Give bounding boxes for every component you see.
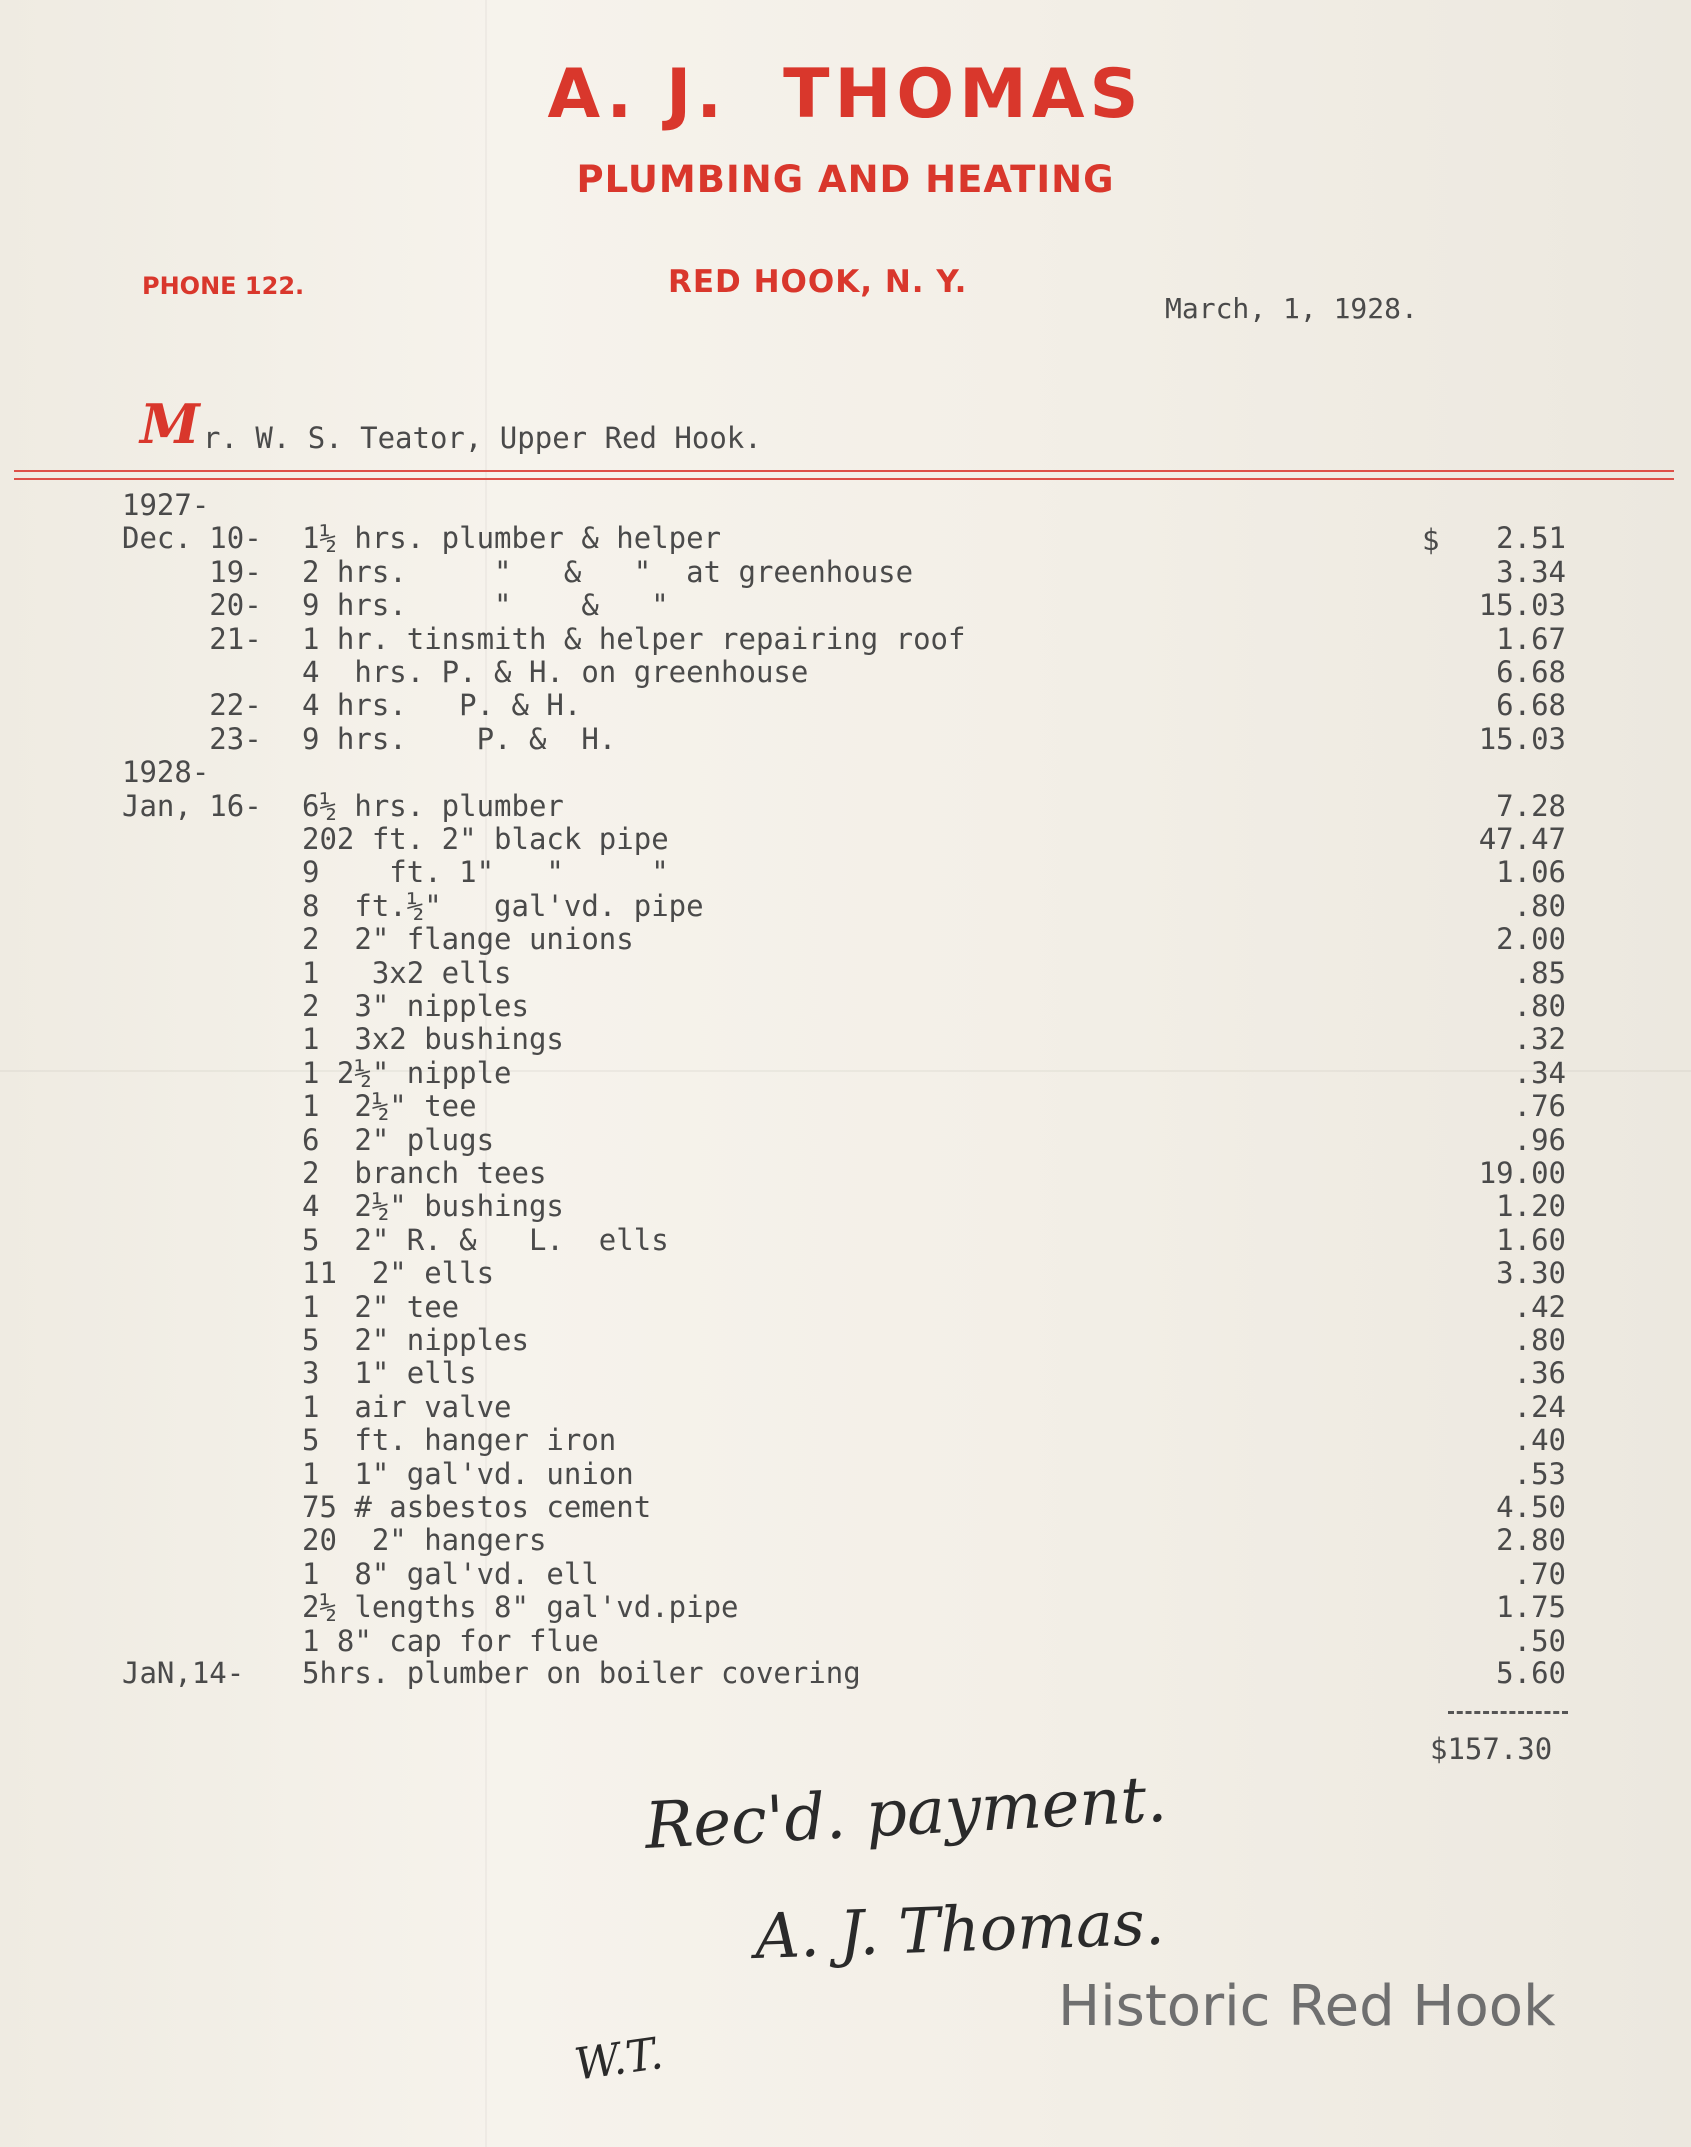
line-item: 1 2" tee	[302, 1289, 460, 1324]
payment-note: Rec'd. payment.	[643, 1762, 1169, 1864]
line-date: Dec. 10-	[122, 521, 262, 556]
line-item: 11 2" ells	[302, 1256, 495, 1291]
line-amount: .42	[1513, 1289, 1566, 1324]
company-tagline: PLUMBING AND HEATING	[576, 158, 1115, 201]
line-item: 2 branch tees	[302, 1156, 547, 1190]
line-item: 6 2" plugs	[302, 1122, 495, 1157]
line-amount: 3.30	[1496, 1256, 1566, 1291]
line-date: 20-	[122, 588, 262, 623]
line-item: 4 2½" bushings	[302, 1189, 564, 1224]
line-amount: .80	[1513, 989, 1566, 1023]
line-item: 20 2" hangers	[302, 1523, 547, 1558]
line-amount: 47.47	[1478, 822, 1566, 856]
line-amount: 3.34	[1496, 554, 1566, 589]
line-item: 5hrs. plumber on boiler covering	[302, 1656, 861, 1690]
line-date: 19-	[122, 554, 262, 589]
line-amount: 15.03	[1478, 721, 1566, 756]
line-amount: 7.28	[1496, 788, 1566, 823]
line-amount: 1.60	[1496, 1222, 1566, 1257]
line-amount: 19.00	[1478, 1156, 1566, 1190]
line-date: 23-	[122, 721, 262, 756]
invoice-date: March, 1, 1928.	[1165, 292, 1418, 325]
watermark: Historic Red Hook	[1058, 1974, 1556, 2039]
line-amount: .36	[1513, 1356, 1566, 1391]
line-item: 8 ft.½" gal'vd. pipe	[302, 888, 704, 923]
header-rule-top	[14, 470, 1674, 472]
line-amount: 5.60	[1496, 1656, 1566, 1690]
line-amount: 6.68	[1496, 655, 1566, 689]
header-rule-bottom	[14, 478, 1674, 480]
company-name	[0, 55, 1691, 134]
line-amount: 2.80	[1496, 1523, 1566, 1558]
line-item: 1 8" gal'vd. ell	[302, 1556, 599, 1591]
line-date: 22-	[122, 688, 262, 723]
line-amount: .70	[1513, 1556, 1566, 1591]
line-amount: 1.20	[1496, 1189, 1566, 1224]
line-amount: 15.03	[1478, 588, 1566, 623]
company-surname: THOMAS	[783, 55, 1144, 134]
line-amount: 6.68	[1496, 688, 1566, 723]
line-amount: 1.75	[1496, 1590, 1566, 1625]
line-item: 4 hrs. P. & H.	[302, 688, 582, 723]
line-item: 2 2" flange unions	[302, 922, 634, 957]
line-item: 6½ hrs. plumber	[302, 788, 564, 823]
company-city: RED HOOK, N. Y.	[668, 264, 968, 300]
line-amount: .50	[1513, 1623, 1566, 1658]
line-amount: 1.06	[1496, 855, 1566, 890]
line-amount: 2.00	[1496, 922, 1566, 957]
line-item: 9 hrs. P. & H.	[302, 721, 617, 756]
line-amount: .32	[1513, 1022, 1566, 1057]
line-item: 4 hrs. P. & H. on greenhouse	[302, 655, 809, 689]
company-phone: PHONE 122.	[142, 272, 305, 300]
line-amount: .53	[1513, 1456, 1566, 1491]
line-amount: .76	[1513, 1089, 1566, 1124]
line-item: 5 2" R. & L. ells	[302, 1222, 669, 1257]
line-item: 2 3" nipples	[302, 989, 529, 1023]
line-amount: 2.51	[1496, 521, 1566, 556]
line-amount: 4.50	[1496, 1490, 1566, 1524]
line-item: 1 2½" nipple	[302, 1055, 512, 1090]
line-amount: .80	[1513, 1323, 1566, 1357]
line-item: 75 # asbestos cement	[302, 1490, 652, 1524]
line-date: 1927-	[122, 488, 210, 522]
line-amount: .85	[1513, 955, 1566, 990]
line-amount: .96	[1513, 1122, 1566, 1157]
company-initials: A. J.	[547, 55, 728, 134]
line-item: 1 1" gal'vd. union	[302, 1456, 634, 1491]
salutation-initial: M	[140, 392, 200, 456]
line-item: 1 air valve	[302, 1389, 512, 1424]
line-item: 1 hr. tinsmith & helper repairing roof	[302, 621, 966, 656]
line-date: JaN,14-	[122, 1656, 245, 1690]
line-item: 202 ft. 2" black pipe	[302, 822, 669, 856]
line-item: 1½ hrs. plumber & helper	[302, 521, 722, 556]
currency-symbol: $	[1422, 523, 1440, 557]
invoice-total: $157.30	[1430, 1732, 1553, 1766]
line-amount: 1.67	[1496, 621, 1566, 656]
customer-name: r. W. S. Teator, Upper Red Hook.	[203, 421, 762, 455]
line-item: 1 8" cap for flue	[302, 1623, 599, 1658]
line-item: 5 ft. hanger iron	[302, 1423, 617, 1458]
line-item: 9 ft. 1" " "	[302, 855, 669, 890]
fold-crease-horizontal	[0, 1070, 1691, 1072]
line-date: Jan, 16-	[122, 788, 262, 823]
line-item: 2 hrs. " & " at greenhouse	[302, 554, 914, 589]
line-amount: .80	[1513, 888, 1566, 923]
line-amount: .40	[1513, 1423, 1566, 1458]
line-item: 9 hrs. " & "	[302, 588, 669, 623]
line-amount: .34	[1513, 1055, 1566, 1090]
line-item: 1 3x2 bushings	[302, 1022, 564, 1057]
line-date: 1928-	[122, 755, 210, 790]
line-item: 5 2" nipples	[302, 1323, 529, 1357]
line-date: 21-	[122, 621, 262, 656]
line-item: 1 3x2 ells	[302, 955, 512, 990]
signature: A. J. Thomas.	[753, 1885, 1166, 1973]
line-item: 1 2½" tee	[302, 1089, 477, 1124]
line-amount: .24	[1513, 1389, 1566, 1424]
handwritten-initials: W.T.	[571, 2027, 667, 2091]
total-rule	[1448, 1711, 1568, 1714]
line-item: 2½ lengths 8" gal'vd.pipe	[302, 1590, 739, 1625]
line-item: 3 1" ells	[302, 1356, 477, 1391]
